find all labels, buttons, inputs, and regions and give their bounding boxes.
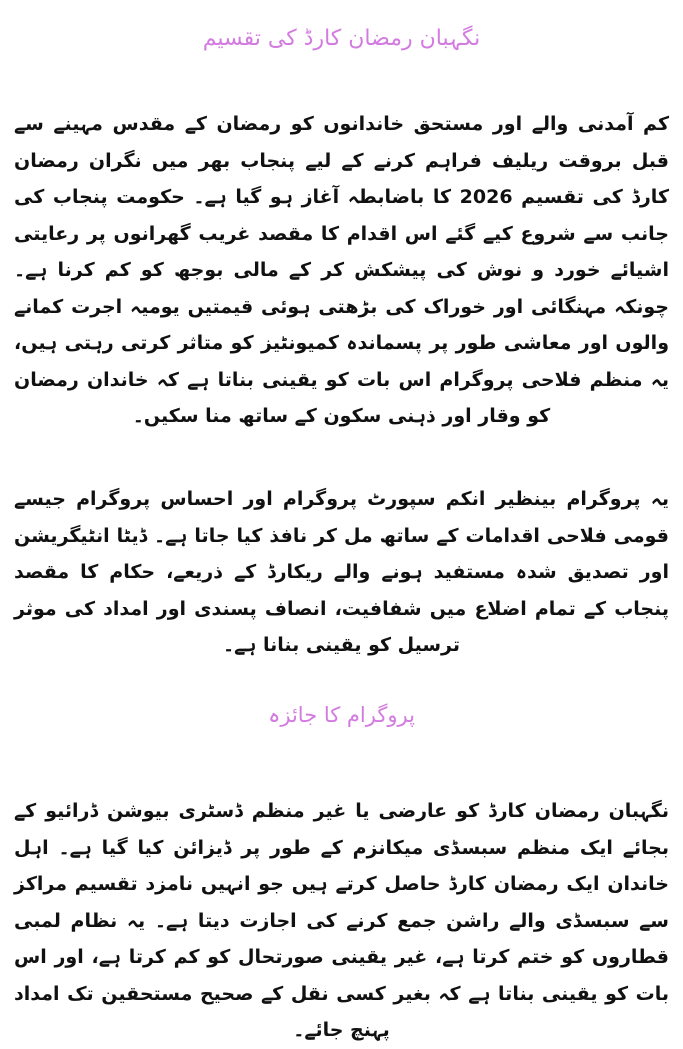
program-overview-paragraph: نگہبان رمضان کارڈ کو عارضی یا غیر منظم ڈسٹری بیوشن ڈرائیو کے بجائے ایک منظم سبسڈی میکانزم کے طور پر ڈیزائن کیا گیا ہے۔ اہل خاندان ایک رمضان کارڈ حاصل کرتے ہیں جو انہیں نامزد تقسیم مراکز سے سبسڈی والے راشن جمع کرنے کی اجازت دیتا ہے۔ یہ نظام لمبی قطاروں کو ختم کرتا ہے، غیر یقینی صورتحال کو کم کرتا ہے، اور اس بات کو یقینی بناتا ہے کہ بغیر کسی نقل کے صحیح مستحقین تک امداد پہنچ جائے۔ <box>14 800 669 1041</box>
intro-paragraph: کم آمدنی والے اور مستحق خاندانوں کو رمضان کے مقدس مہینے سے قبل بروقت ریلیف فراہم کرنے کے لیے پنجاب بھر میں نگران رمضان کارڈ کی تقسیم 2026 کا باضابطہ آغاز ہو گیا ہے۔ حکومت پنجاب کی جانب سے شروع کیے گئے اس اقدام کا مقصد غریب گھرانوں پر رعایتی اشیائے خورد و نوش کی پیشکش کر کے مالی بوجھ کو کم کرنا ہے۔ چونکہ مہنگائی اور خوراک کی بڑھتی ہوئی قیمتیں یومیہ اجرت کمانے والوں اور معاشی طور پر پسماندہ کمیونٹیز کو متاثر کرتی رہتی ہیں، یہ منظم فلاحی پروگرام اس بات کو یقینی بناتا ہے کہ خاندان رمضان کو وقار اور ذہنی سکون کے ساتھ منا سکیں۔ <box>14 113 669 427</box>
section-title-program-overview: پروگرام کا جائزہ <box>268 703 415 727</box>
article-title: نگہبان رمضان کارڈ کی تقسیم <box>202 26 481 51</box>
integration-paragraph: یہ پروگرام بینظیر انکم سپورٹ پروگرام اور احساس پروگرام جیسے قومی فلاحی اقدامات کے ساتھ مل کر نافذ کیا جاتا ہے۔ ڈیٹا انٹیگریشن اور تصدیق شدہ مستفید ہونے والے ریکارڈ کے ذریعے، حکام کا مقصد پنجاب کے تمام اضلاع میں شفافیت، انصاف پسندی اور امداد کی موثر ترسیل کو یقینی بنانا ہے۔ <box>14 488 669 656</box>
